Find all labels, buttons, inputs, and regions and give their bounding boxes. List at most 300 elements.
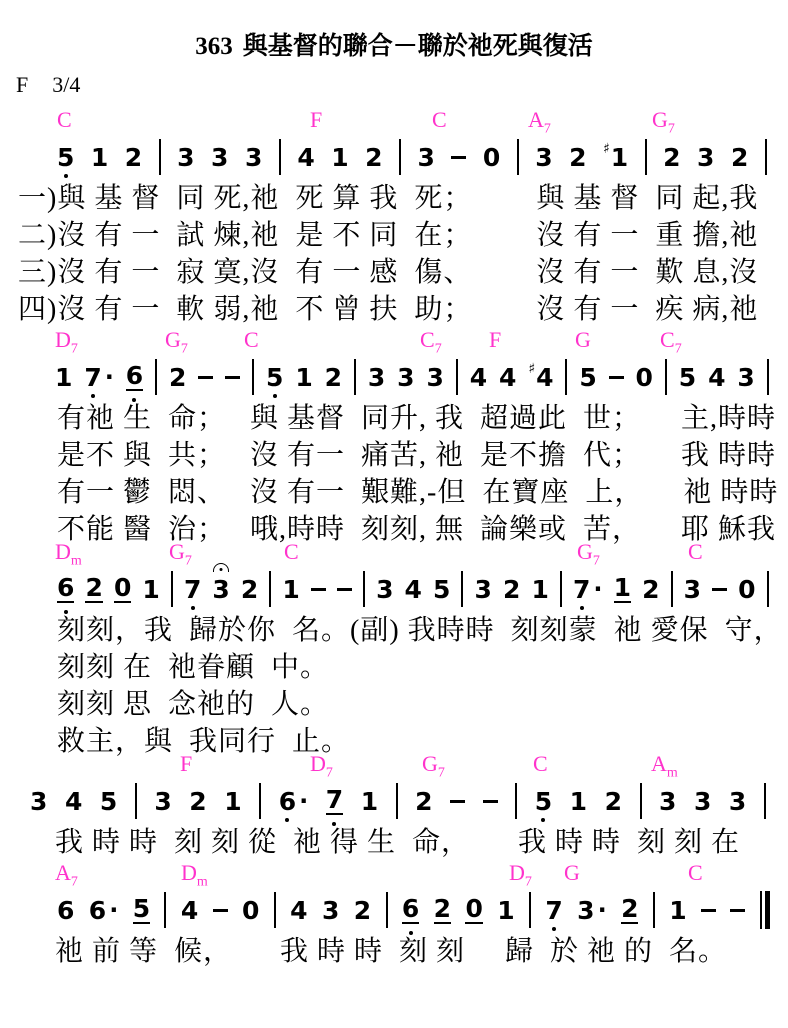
note-digit: 3 [212,577,229,602]
notation-line [57,887,770,933]
note-digit: 0 [113,573,132,602]
chord-subscript: 7 [180,341,188,357]
note-digit: 1 [360,786,379,816]
page-title [0,26,788,60]
augmentation-dot: · [104,363,114,391]
note [404,574,422,604]
chord-subscript: m [666,765,678,781]
note [469,362,488,392]
notation-line [57,134,767,180]
lyric-line: 一)與 基 督 同 死,祂 死 算 我 死； 與 基 督 同 起,我 [18,183,759,214]
note-digit: 0 [242,895,260,925]
time-signature: 3/4 [52,72,81,97]
chord-symbol: $C_7$ [420,327,442,357]
note-digit: 3 [244,142,263,172]
note-digit: 6 [88,895,107,925]
chord-symbol: $C_7$ [660,327,682,357]
note [402,896,419,924]
system-2 [0,328,788,548]
barline [164,892,166,928]
note-digit: 0 [482,142,501,172]
low-octave-dot [91,394,95,398]
note-digit: 3 [683,574,701,604]
chord-subscript: 7 [667,121,675,137]
augmentation-dot: · [299,787,309,815]
chord-symbol: C [284,539,299,564]
note-digit: 4 [708,362,726,392]
note-digit: 1 [55,362,73,392]
chord-symbol: C [688,860,703,885]
note-digit: 2 [124,142,143,172]
note-digit: 2 [168,362,187,392]
note-digit: 7 [545,898,562,923]
note-digit: 3 [397,362,415,392]
note-digit: 1 [613,573,631,602]
chord-row [0,327,788,357]
note-digit: 4 [290,895,308,925]
note [569,142,587,172]
note-digit: 6 [126,363,143,391]
note-dash [451,156,466,159]
note-digit: 3 [177,142,195,172]
note [697,142,715,172]
note-digit: 1 [224,786,242,816]
note-digit: 4 [469,362,488,392]
chord-row [0,539,788,569]
barline [252,359,254,395]
chord-subscript: 7 [524,874,532,890]
note-digit: 6 [402,896,419,924]
note [417,142,435,172]
note [124,142,143,172]
note [737,362,755,392]
hymn-title: 與基督的聯合－聯於祂死與復活 [242,33,593,60]
score [0,108,788,970]
note [365,142,383,172]
note-digit: 0 [738,574,756,604]
note-digit: 4 [297,142,315,172]
note-digit: 1 [531,574,549,604]
barline [461,571,463,607]
chord-symbol: $A_7$ [528,107,551,137]
note [126,363,143,391]
chord-subscript: 7 [434,341,442,357]
key-tonic: F [16,72,29,97]
note-digit: 3 [211,142,229,172]
chord-subscript: m [196,874,208,890]
barline [399,139,401,175]
note [240,574,259,604]
system-4 [0,752,788,861]
note [321,895,340,925]
lyric-line: 刻刻 思 念祂的 人。 [57,689,330,720]
note-digit: 1 [569,786,588,816]
fermata-icon [213,563,229,572]
note-digit: 1 [331,142,349,172]
note [604,786,622,816]
note [180,895,199,925]
chord-symbol: C [533,751,548,776]
note [295,362,313,392]
note [367,362,386,392]
chord-symbol: C [432,107,447,132]
note [242,895,260,925]
note-digit: 3 [417,142,435,172]
note [659,786,677,816]
note-dash [450,800,465,803]
notation-line [55,354,769,400]
note-digit: 3 [697,142,715,172]
note-digit: 1 [610,142,629,172]
note-dash [701,909,716,912]
note [376,574,394,604]
low-octave-dot [64,174,68,178]
chord-symbol: $G_7$ [577,539,600,569]
note [693,786,712,816]
augmentation-dot: · [597,896,607,924]
barline [363,571,365,607]
note-digit: 5 [132,894,151,923]
note-digit: 3 [426,362,444,392]
note-digit: 7 [84,365,101,390]
note-digit: 2 [415,786,433,816]
note-digit: 6 [57,895,75,925]
note [55,362,73,392]
lyric-line: 四)沒 有 一 軟 弱,祂 不 曾 扶 助； 沒 有 一 疾 病,祂 [18,294,759,325]
note-digit: 1 [497,895,515,925]
lyric-line: 祂 前 等 候， 我 時 時 刻 刻 歸 於 祂 的 名。 [55,936,728,967]
note-digit: 4 [499,362,517,392]
chord-symbol: $G_7$ [652,107,675,137]
note [635,362,653,392]
note [577,896,607,924]
lyric-line: 有一 鬱 悶、 沒 有一 艱難,-但 在寶座 上， 祂 時時 [57,477,779,508]
barline [645,139,647,175]
note [177,142,195,172]
low-octave-dot [409,931,413,935]
note [57,895,75,925]
note [545,895,563,925]
note [85,575,102,603]
note [482,142,501,172]
barline [269,571,271,607]
note-digit: 3 [30,786,48,816]
chord-symbol: C [688,539,703,564]
system-1 [0,108,788,328]
barline [671,571,673,607]
note [579,362,597,392]
chord-row [0,107,788,137]
note [663,142,681,172]
lyric-line: 不能 醫 治； 哦,時時 刻刻, 無 論樂或 苦， 耶 穌我 [57,514,777,545]
note-digit: 1 [669,895,687,925]
barline [159,139,161,175]
barline [765,139,767,175]
note-dash [337,588,352,591]
note-dash [712,588,727,591]
note [189,786,207,816]
note-digit: 7 [573,577,590,602]
chord-symbol: F [310,107,323,132]
barline [560,571,562,607]
note-dash [198,376,213,379]
barline [767,359,769,395]
note-dash [311,588,326,591]
barline [386,892,388,928]
barline [529,892,531,928]
chord-symbol: $A_7$ [55,860,78,890]
barline [274,892,276,928]
barline [279,139,281,175]
note [290,895,308,925]
note-digit: 2 [365,142,383,172]
note [503,574,521,604]
barline [396,783,398,819]
note [114,575,131,603]
note [569,786,588,816]
barline [653,892,655,928]
note-digit: 3 [535,142,553,172]
note [728,786,747,816]
barline [515,783,517,819]
chord-symbol: $D_m$ [55,539,82,569]
note [90,142,109,172]
barline [640,783,642,819]
note-digit: 5 [266,365,283,390]
note-digit: 4 [64,786,83,816]
lyric-line: 二)沒 有 一 試 煉,祂 是 不 同 在； 沒 有 一 重 擔,祂 [18,220,759,251]
note [415,786,433,816]
note-digit: 5 [678,362,697,392]
note [133,896,150,924]
barline [565,359,567,395]
barline [665,359,667,395]
chord-symbol: C [244,327,259,352]
note [474,574,492,604]
low-octave-dot [285,818,289,822]
chord-symbol: G [564,860,580,885]
chord-row [0,751,788,781]
chord-symbol: $A_m$ [651,751,678,781]
note [84,363,114,391]
note [434,896,451,924]
note-digit: 3 [376,574,394,604]
note [279,787,309,815]
note-digit: 2 [433,894,452,923]
low-octave-dot [191,606,195,610]
note-digit: 3 [728,786,747,816]
note-digit: 3 [474,574,492,604]
note-dash [213,909,228,912]
note [534,786,553,816]
lyric-line: 是不 與 共； 沒 有一 痛苦, 祂 是不擔 代； 我 時時 [57,440,777,471]
note [142,574,160,604]
chord-symbol: $G_7$ [165,327,188,357]
note-digit: 6 [279,789,296,814]
note-digit: 2 [642,574,660,604]
note [535,142,553,172]
chord-symbol: F [489,327,502,352]
note-digit: 2 [503,574,521,604]
note [64,786,83,816]
note-digit: 3 [737,362,755,392]
lyric-line: 有祂 生 命； 與 基督 同升, 我 超過此 世； 主,時時 [57,403,777,434]
note [465,896,482,924]
chord-symbol: $G_7$ [422,751,445,781]
note-digit: 7 [326,787,343,815]
note [528,361,554,392]
notation-line [30,778,766,824]
chord-subscript: 7 [184,553,192,569]
note-dash [225,376,240,379]
note-digit: 5 [433,574,451,604]
barline [767,571,769,607]
note-digit: 6 [57,575,74,603]
chord-symbol: C [57,107,72,132]
barline [155,359,157,395]
chord-subscript: 7 [437,765,445,781]
note [211,142,229,172]
note-digit: 0 [465,894,483,923]
barline [135,783,137,819]
chord-row [0,860,788,890]
chord-symbol: F [180,751,193,776]
note-digit: 2 [240,574,259,604]
note [669,895,687,925]
note [324,362,343,392]
note [678,362,697,392]
note [244,142,263,172]
final-barline [760,891,770,929]
barline [517,139,519,175]
note-digit: 3 [693,786,712,816]
note [433,574,451,604]
note [730,142,749,172]
note-digit: 5 [99,786,118,816]
note-dash [609,376,624,379]
lyric-line: 救主，與 我同行 止。 [57,726,351,757]
chord-subscript: 7 [592,553,600,569]
note [642,574,660,604]
chord-symbol: $G_7$ [169,539,192,569]
note-digit: 4 [180,895,199,925]
note [531,574,549,604]
lyric-line: 刻刻，我 歸於你 名。(副) 我時時 刻刻蒙 祂 愛保 守， [57,615,783,646]
note-digit: 5 [535,789,552,814]
note [499,362,517,392]
note [212,574,230,604]
note-digit: 1 [90,142,109,172]
low-octave-dot [332,822,336,826]
augmentation-dot: · [109,896,119,924]
note [621,896,638,924]
system-5 [0,861,788,970]
note-digit: 3 [577,895,595,925]
augmentation-dot: · [593,575,603,603]
note-digit: 2 [663,142,681,172]
note [683,574,701,604]
note [360,786,379,816]
note-digit: 2 [189,786,207,816]
barline [259,783,261,819]
note [297,142,315,172]
note-digit: 2 [85,573,103,602]
lyric-line: 我 時 時 刻 刻 從 祂 得 生 命， 我 時 時 刻 刻 在 [55,827,741,858]
hymn-number: 363 [195,33,233,60]
note-digit: 0 [635,362,653,392]
barline [171,571,173,607]
low-octave-dot [273,394,277,398]
chord-subscript: 7 [674,341,682,357]
note-digit: 2 [730,142,749,172]
note-digit: 4 [536,362,554,392]
note [603,141,629,172]
note [89,896,119,924]
note [154,786,172,816]
sharp-icon: ♯ [528,361,536,377]
note-digit: 1 [282,574,300,604]
low-octave-dot [552,927,556,931]
note [57,142,75,172]
note [708,362,726,392]
chord-subscript: 7 [70,341,78,357]
low-octave-dot [541,818,545,822]
note [331,142,349,172]
lyric-line: 刻刻 在 祂眷顧 中。 [57,652,330,683]
barline [354,359,356,395]
note [738,574,756,604]
note-digit: 2 [324,362,343,392]
chord-symbol: $D_7$ [310,751,333,781]
note-digit: 2 [604,786,622,816]
note [573,575,603,603]
system-3 [0,540,788,760]
note [497,895,515,925]
chord-subscript: 7 [325,765,333,781]
note-digit: 7 [184,577,201,602]
lyric-line: 三)沒 有 一 寂 寞,沒 有 一 感 傷、 沒 有 一 歎 息,沒 [18,257,759,288]
chord-subscript: 7 [70,874,78,890]
notation-line [57,566,769,612]
key-signature-row [16,72,788,100]
low-octave-dot [64,610,68,614]
note [326,787,343,815]
note-digit: 2 [353,895,372,925]
note [183,574,202,604]
note [266,362,284,392]
note [99,786,118,816]
note-digit: 2 [569,142,587,172]
note [168,362,187,392]
note [397,362,415,392]
note [57,575,74,603]
note [30,786,48,816]
note [282,574,300,604]
sharp-icon: ♯ [603,141,610,157]
note [224,786,242,816]
note-digit: 2 [621,894,639,923]
low-octave-dot [580,606,584,610]
chord-subscript: m [70,553,82,569]
note [353,895,372,925]
note-digit: 5 [579,362,597,392]
note [614,575,631,603]
note [426,362,444,392]
note-digit: 3 [321,895,340,925]
barline [456,359,458,395]
note-digit: 1 [295,362,313,392]
chord-symbol: $D_7$ [55,327,78,357]
